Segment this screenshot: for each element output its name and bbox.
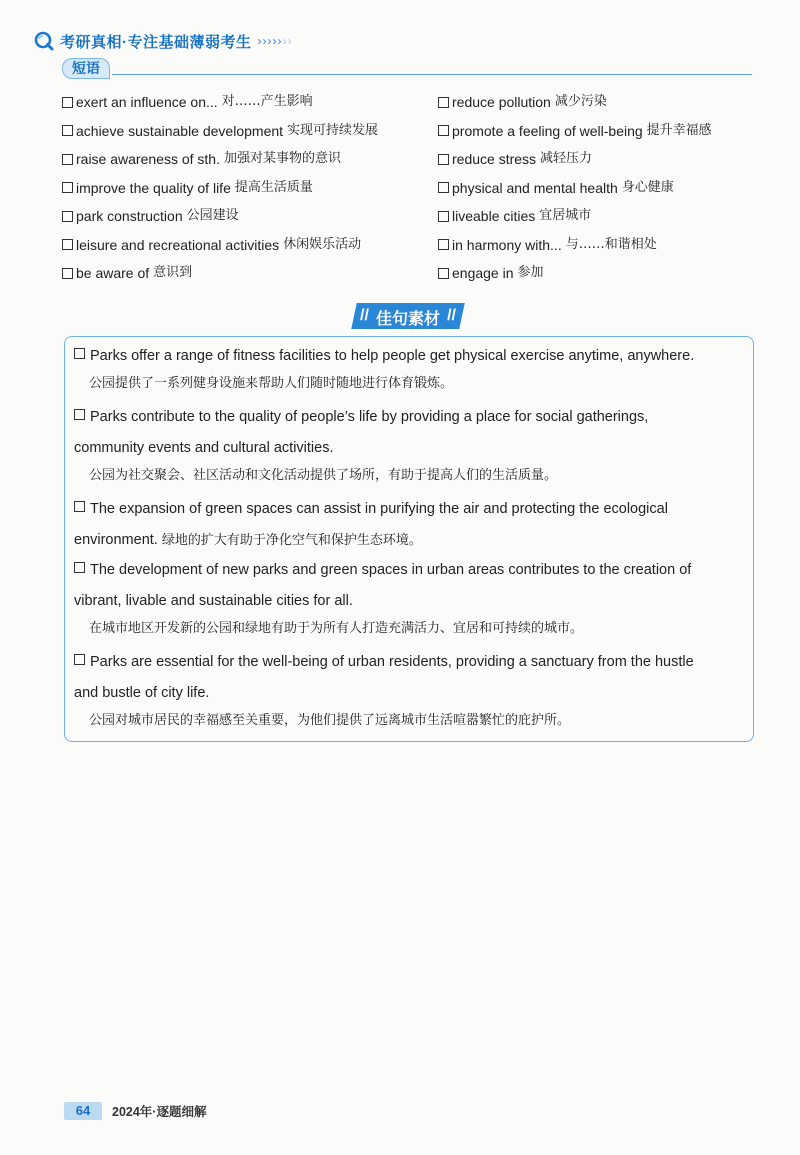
banner-stripes-left: // xyxy=(360,307,369,324)
checkbox-icon xyxy=(62,125,73,136)
phrase-item: liveable cities 宜居城市 xyxy=(438,202,712,231)
checkbox-icon xyxy=(62,97,73,108)
arrows-decoration: ››››››› xyxy=(257,34,293,48)
phrase-item: reduce stress 减轻压力 xyxy=(438,145,712,174)
sentence-chinese: 公园为社交聚会、社区活动和文化活动提供了场所，有助于提高人们的生活质量。 xyxy=(89,468,558,483)
page-header xyxy=(34,30,292,52)
phrase-item: reduce pollution 减少污染 xyxy=(438,88,712,117)
sentence-item xyxy=(74,647,750,733)
checkbox-icon xyxy=(62,182,73,193)
sentence-item xyxy=(74,341,750,396)
checkbox-icon xyxy=(74,562,85,573)
sentence-english: The development of new parks and green spaces in urban areas contributes to the creation of xyxy=(74,555,750,586)
checkbox-icon xyxy=(438,125,449,136)
phrase-item: raise awareness of sth. 加强对某事物的意识 xyxy=(62,145,378,174)
banner-stripes-right: // xyxy=(447,307,456,324)
checkbox-icon xyxy=(74,501,85,512)
sentence-item xyxy=(74,494,750,556)
phrase-item: in harmony with... 与……和谐相处 xyxy=(438,231,712,260)
checkbox-icon xyxy=(438,97,449,108)
phrase-item: achieve sustainable development 实现可持续发展 xyxy=(62,117,378,146)
search-magnifier-logo-icon xyxy=(34,31,54,51)
phrase-item: park construction 公园建设 xyxy=(62,202,378,231)
sentence-english: The expansion of green spaces can assist in purifying the air and protecting the ecological xyxy=(74,494,750,525)
sentence-chinese: 绿地的扩大有助于净化空气和保护生态环境。 xyxy=(161,533,422,548)
phrase-item: promote a feeling of well-being 提升幸福感 xyxy=(438,117,712,146)
checkbox-icon xyxy=(438,268,449,279)
section-title: 短语 xyxy=(62,58,110,79)
footer-text: 2024年·逐题细解 xyxy=(112,1105,207,1119)
sentence-english: Parks offer a range of fitness facilities to help people get physical exercise anytime, anywhere. xyxy=(74,341,750,372)
sentence-english-cont: environment. 绿地的扩大有助于净化空气和保护生态环境。 xyxy=(74,532,422,548)
banner-title: 佳句素材 xyxy=(375,311,440,328)
sentence-chinese: 公园提供了一系列健身设施来帮助人们随时随地进行体育锻炼。 xyxy=(89,376,454,391)
phrase-item: engage in 参加 xyxy=(438,259,712,288)
checkbox-icon xyxy=(62,154,73,165)
phrase-column-left xyxy=(62,88,378,288)
sentence-item xyxy=(74,402,750,488)
phrases-section-header xyxy=(62,58,752,78)
sentence-english-cont: community events and cultural activities. xyxy=(74,440,334,456)
checkbox-icon xyxy=(438,211,449,222)
page-footer xyxy=(64,1101,206,1121)
section-divider xyxy=(112,74,752,75)
sentence-chinese: 在城市地区开发新的公园和绿地有助于为所有人打造充满活力、宜居和可持续的城市。 xyxy=(89,621,584,636)
sentence-english-cont: vibrant, livable and sustainable cities for all. xyxy=(74,593,353,609)
checkbox-icon xyxy=(438,154,449,165)
phrase-column-right xyxy=(438,88,712,288)
checkbox-icon xyxy=(62,211,73,222)
phrase-item: exert an influence on... 对……产生影响 xyxy=(62,88,378,117)
checkbox-icon xyxy=(74,348,85,359)
page-number: 64 xyxy=(64,1102,102,1120)
sentence-section-banner xyxy=(354,303,462,329)
checkbox-icon xyxy=(438,182,449,193)
sentence-english: Parks are essential for the well-being of urban residents, providing a sanctuary from the hustle xyxy=(74,647,750,678)
phrase-item: be aware of 意识到 xyxy=(62,259,378,288)
brand-title: 考研真相·专注基础薄弱考生 xyxy=(60,33,252,51)
sentence-english-cont: and bustle of city life. xyxy=(74,685,210,701)
sentence-chinese: 公园对城市居民的幸福感至关重要，为他们提供了远离城市生活喧嚣繁忙的庇护所。 xyxy=(89,713,571,728)
checkbox-icon xyxy=(62,239,73,250)
phrase-item: leisure and recreational activities 休闲娱乐活动 xyxy=(62,231,378,260)
checkbox-icon xyxy=(74,654,85,665)
checkbox-icon xyxy=(62,268,73,279)
phrase-item: physical and mental health 身心健康 xyxy=(438,174,712,203)
checkbox-icon xyxy=(74,409,85,420)
phrase-item: improve the quality of life 提高生活质量 xyxy=(62,174,378,203)
sentence-english: Parks contribute to the quality of people’s life by providing a place for social gatherings, xyxy=(74,402,750,433)
checkbox-icon xyxy=(438,239,449,250)
sentence-item xyxy=(74,555,750,641)
